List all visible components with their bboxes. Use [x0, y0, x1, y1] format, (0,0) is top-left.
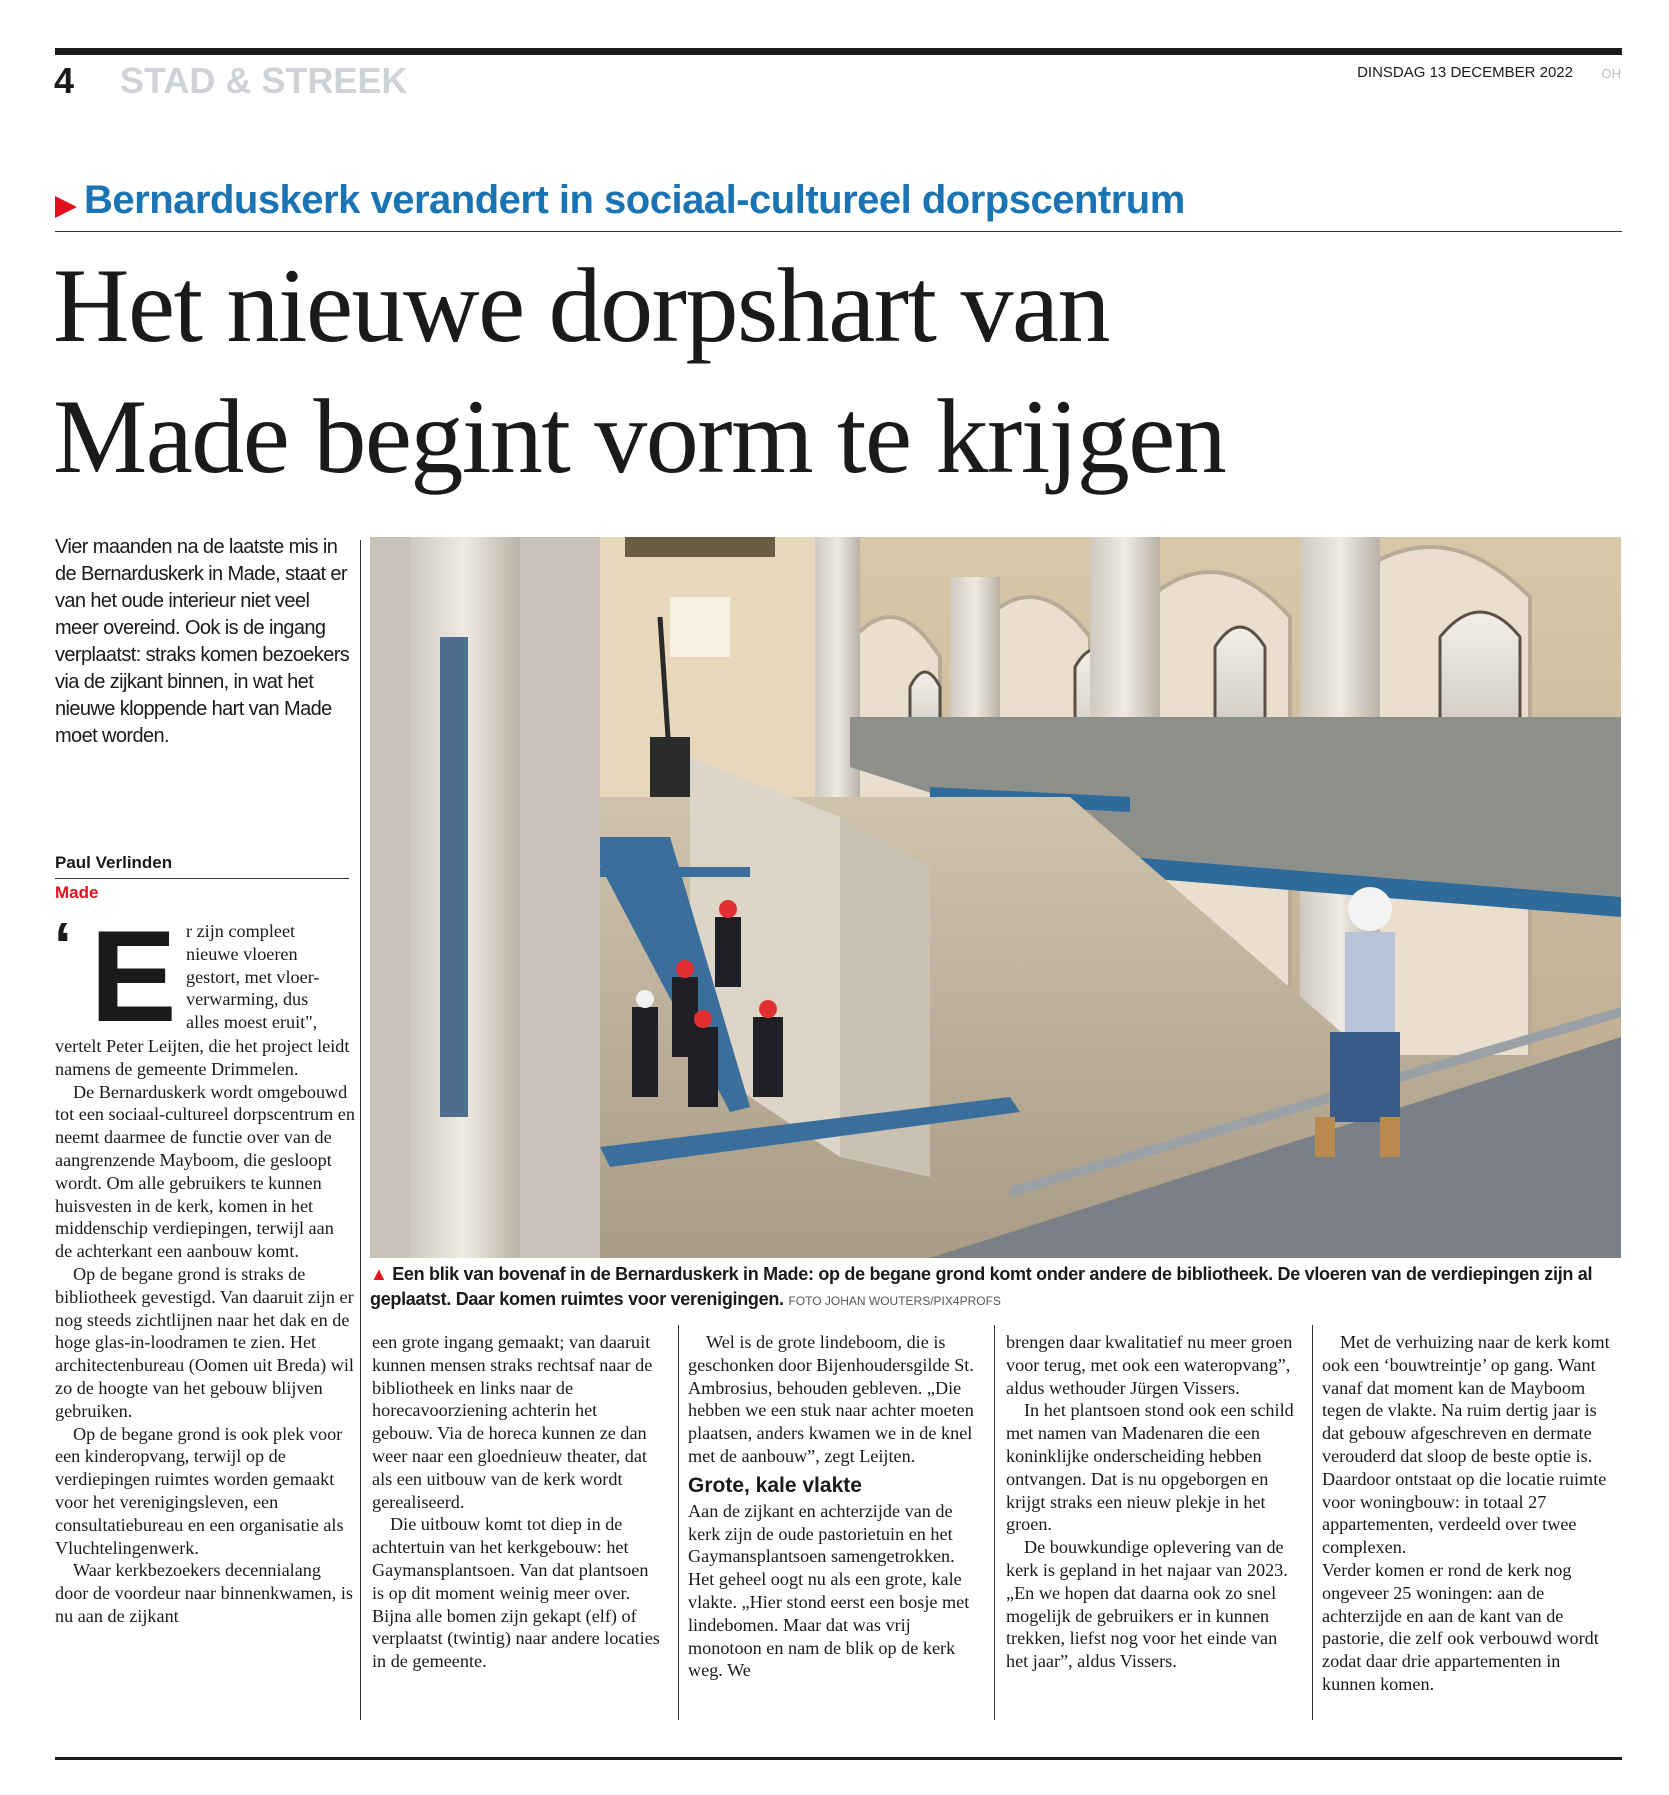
- dropcap-lines: [186, 920, 356, 1034]
- section-title: STAD & STREEK: [120, 60, 408, 101]
- paragraph: Verder komen er rond de kerk nog ongeveer 25 woningen: aan de achterzijde en aan de kant van de pastorie, die zelf ook verbouwd wordt zodat daar drie appartementen in kunnen komen.: [1322, 1559, 1599, 1694]
- dropcap-line: verwarming, dus: [186, 989, 309, 1010]
- kicker-rule: [55, 231, 1622, 232]
- byline-place: Made: [55, 883, 99, 902]
- dropcap-quote: ‘: [54, 909, 72, 981]
- kicker-marker-icon: [55, 196, 77, 218]
- caption-triangle-icon: ▲: [370, 1264, 388, 1284]
- church-interior-photo: [370, 537, 1621, 1258]
- dropcap-line: gestort, met vloer-: [186, 966, 320, 987]
- body-column-2: [372, 1331, 662, 1673]
- subheading: Grote, kale vlakte: [688, 1473, 862, 1497]
- edition-code: OH: [1601, 66, 1621, 81]
- paragraph: De bouwkundige oplevering van de kerk is gepland in het najaar van 2023. „En we hopen dat daarna ook zo snel mogelijk de gebruikers er in kunnen trekken, liefst nog voor het einde van het jaar”, aldus Vissers.: [1006, 1537, 1288, 1672]
- column-divider: [1312, 1325, 1313, 1720]
- top-rule: [55, 48, 1622, 55]
- byline-rule: [55, 878, 349, 879]
- headline-line-2: Made begint vorm te krijgen: [53, 378, 1226, 495]
- dropcap-letter: E: [90, 903, 177, 1049]
- column-divider: [994, 1325, 995, 1720]
- body-column-1: [55, 1035, 355, 1628]
- intro: Vier maanden na de laatste mis in de Bernarduskerk in Made, staat er van het oude interieur niet veel meer overeind. Ook is de ingang verplaatst: straks komen bezoekers via de zijkant binnen, in wat het nieuwe kloppende hart van Made moet worden.: [55, 536, 350, 747]
- photo-caption: [370, 1262, 1622, 1312]
- paragraph: een grote ingang gemaakt; van daaruit kunnen mensen straks rechtsaf naar de bibliotheek en links naar de horecavoorziening achterin het gebouw. Via de horeca kunnen ze dan weer naar een gloednieuw theater, dat als een uitbouw van de kerk wordt gerealiseerd.: [372, 1332, 653, 1512]
- paragraph: In het plantsoen stond ook een schild met namen van Madenaren die een koninklijke onderscheiding hebben ontvangen. Dat is nu opgeborgen en krijgt straks een nieuw plekje in het groen.: [1006, 1400, 1294, 1535]
- dropcap-line: nieuwe vloeren: [186, 943, 298, 964]
- issue-date: DINSDAG 13 DECEMBER 2022: [1357, 64, 1573, 81]
- paragraph: Aan de zijkant en achterzijde van de kerk zijn de oude pastorietuin en het Gaymansplantsoen samengetrokken. Het geheel oogt nu als een grote, kale vlakte. „Hier stond eerst een bosje met lindebomen. Maar dat was vrij monotoon en nam de blik op de kerk weg. We: [688, 1500, 970, 1681]
- kicker: Bernarduskerk verandert in sociaal-cultureel dorpscentrum: [84, 178, 1185, 222]
- photo-illustration: [370, 537, 1621, 1258]
- paragraph: brengen daar kwalitatief nu meer groen voor terug, met ook een wateropvang”, aldus wethouder Jürgen Vissers.: [1006, 1332, 1293, 1398]
- page-number: 4: [54, 60, 75, 101]
- body-column-3: [688, 1331, 978, 1682]
- dropcap-line: alles moest eruit",: [186, 1012, 318, 1033]
- paragraph: Wel is de grote lindeboom, die is geschonken door Bijenhoudersgilde St. Ambrosius, behouden gebleven. „Die hebben we een stuk naar achter moeten plaatsen, anders kwamen we in de knel met de aanbouw”, zegt Leijten.: [688, 1332, 974, 1466]
- dropcap-line: r zijn compleet: [186, 921, 296, 941]
- paragraph: Met de verhuizing naar de kerk komt ook een ‘bouwtreintje’ op gang. Want vanaf dat moment kan de Mayboom tegen de vlakte. Na ruim dertig jaar is dat gebouw afgeschreven en dermate verouderd dat sloop de beste optie is. Daardoor ontstaat op die locatie ruimte voor woningbouw: in totaal 27 appartementen, verdeeld over twee complexen.: [1322, 1332, 1610, 1558]
- body-column-5: [1322, 1331, 1612, 1696]
- body-column-4: [1006, 1331, 1296, 1673]
- paragraph: Waar kerkbezoekers decennialang door de voordeur naar binnenkwamen, is nu aan de zijkant: [55, 1560, 353, 1626]
- paragraph: Die uitbouw komt tot diep in de achtertuin van het kerkgebouw: het Gaymansplantsoen. Van dat plantsoen is op dit moment weinig meer over. Bijna alle bomen zijn gekapt (elf) of verplaatst (twintig) naar andere locaties in de gemeente.: [372, 1514, 660, 1672]
- bottom-rule: [55, 1757, 1622, 1760]
- paragraph: Op de begane grond is straks de bibliotheek gevestigd. Van daaruit zijn er nog steeds zichtlijnen naar het dak en de hoge glas-in-loodramen te zien. Het architectenbureau (Oomen uit Breda) wil zo de hoogte van het gebouw blijven gebruiken.: [55, 1263, 354, 1421]
- paragraph: Op de begane grond is ook plek voor een kinderopvang, terwijl op de verdiepingen ruimtes worden gemaakt voor het verenigingsleven, een consultatiebureau en een organisatie als Vluchtelingenwerk.: [55, 1423, 344, 1558]
- caption-text: Een blik van bovenaf in de Bernarduskerk in Made: op de begane grond komt onder andere de bibliotheek. De vloeren van de verdiepingen zijn al geplaatst. Daar komen ruimtes voor verenigingen.: [370, 1264, 1593, 1309]
- byline-author: Paul Verlinden: [55, 853, 173, 872]
- headline-line-1: Het nieuwe dorpshart van: [53, 247, 1110, 364]
- column-divider: [678, 1325, 679, 1720]
- headline: [53, 240, 1633, 502]
- paragraph: vertelt Peter Leijten, die het project leidt namens de gemeente Drimmelen.: [55, 1036, 350, 1079]
- paragraph: De Bernarduskerk wordt omgebouwd tot een sociaal-cultureel dorpscentrum en neemt daarmee de functie over van de aangrenzende Mayboom, die gesloopt wordt. Om alle gebruikers te kunnen huisvesten in de kerk, komen in het middenschip verdiepingen, terwijl aan de achterkant een aanbouw komt.: [55, 1081, 355, 1262]
- column-divider: [360, 540, 361, 1720]
- photo-credit: FOTO JOHAN WOUTERS/PIX4PROFS: [788, 1294, 1001, 1308]
